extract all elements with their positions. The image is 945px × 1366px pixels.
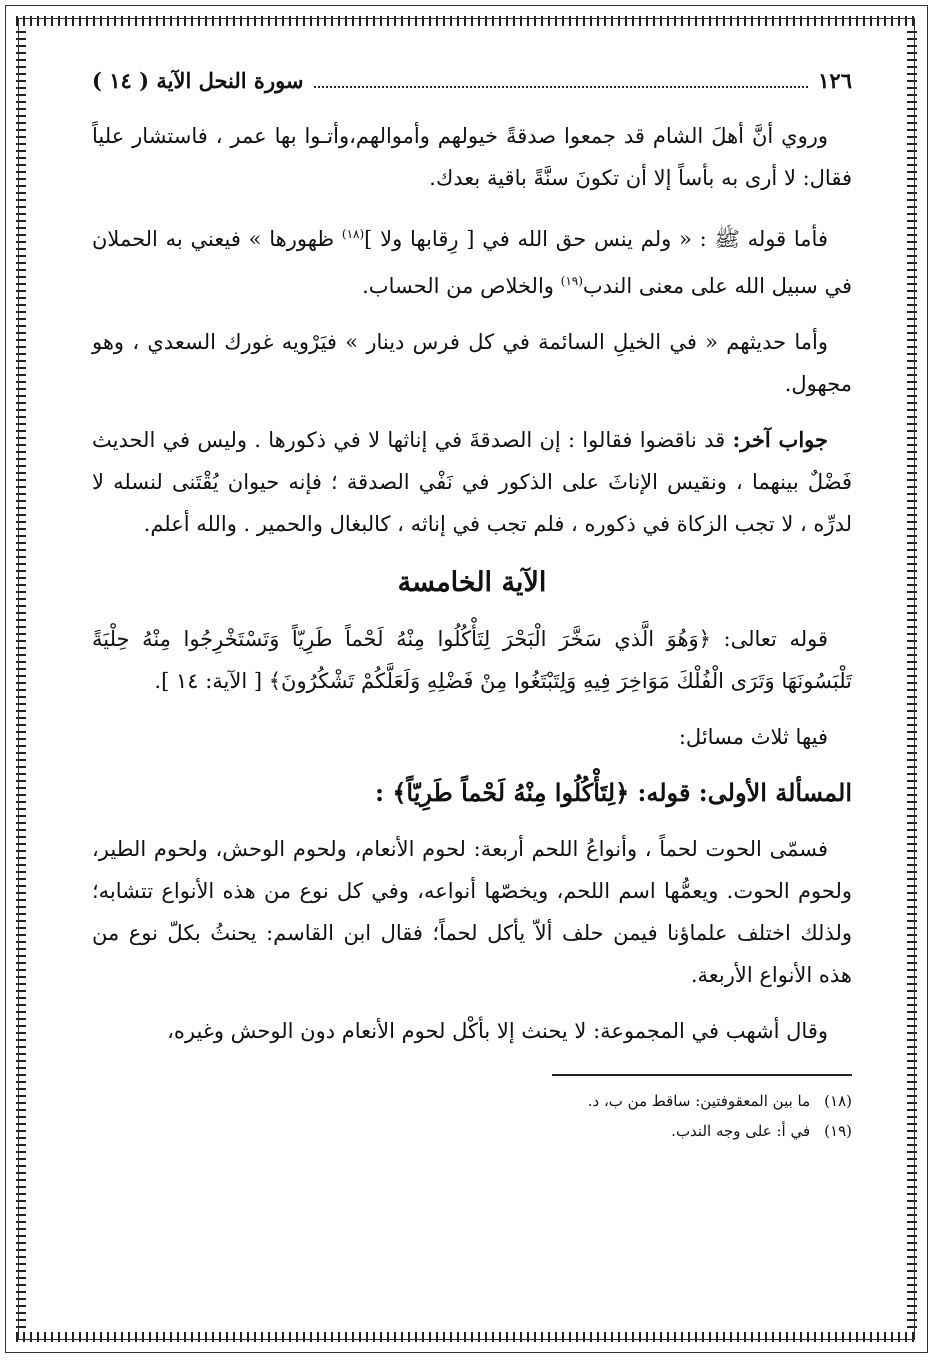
footnote-19: [92, 1116, 852, 1146]
intro-line: فيها ثلاث مسائل:: [678, 725, 828, 749]
paragraph-2: [92, 213, 852, 307]
footnote-number: (١٩): [824, 1122, 852, 1140]
footnote-text: ما بين المعقوفتين: ساقط من ب، د.: [587, 1092, 811, 1110]
header-dot-leader: [314, 85, 809, 88]
body-paragraph-1: فسمّى الحوت لحماً ، وأنواعُ اللحم أربعة: لحوم الأنعام، ولحوم الوحش، ولحوم الطير، ولحوم الحوت. ويعمُّها اسم اللحم، ويخصّها أنواعه، وفي كل نوع من هذه الأنواع تتشابه؛ ولذلك اختلف علماؤنا فيمن حلف ألاّ يأكل لحماً؛ فقال ابن القاسم: يحنثُ بكلّ نوع من هذه الأنواع الأربعة.: [92, 837, 852, 987]
answer-lead: جواب آخر:: [732, 427, 828, 452]
footnote-divider: [552, 1074, 852, 1076]
page-number: ١٢٦: [818, 68, 852, 93]
paragraph-1: وروي أنَّ أهلَ الشام قد جمعوا صدقةً خيولهم وأموالهم،وأتـوا بها عمر ، فاستشار علياً فقال: لا أرى به بأساً إلا أن تكونَ سنَّةً باقية بعدك.: [92, 124, 852, 190]
paragraph-4-text: قد ناقضوا فقالوا : إن الصدقةَ في إناثها لا في ذكورها . وليس في الحديث فَضْلٌ بينهما ، ونقيس الإناثَ على الذكور في نَفْي الصدقة ؛ فإنه حيوان يُقْتَنى لنسله لا لدرِّه ، لا تجب الزكاة في ذكوره ، فلم تجب في إناثه ، كالبغال والحمير . والله أعلم.: [92, 428, 852, 536]
section-title: الآية الخامسة: [397, 567, 547, 598]
paragraph-3: وأما حديثهم « في الخيلِ السائمة في كل فرس دينار » فيَرْويه غورك السعدي ، وهو مجهول.: [92, 330, 852, 396]
running-header: [92, 68, 852, 93]
footnote-ref-19: (١٩): [560, 274, 583, 288]
footnote-ref-18: (١٨): [341, 227, 365, 241]
paragraph-2-middle: ظهورها » فيعني به الحملان في سبيل الله على معنى الندب: [92, 227, 852, 298]
footnote-18: [92, 1086, 852, 1116]
footnote-text: في أ: على وجه الندب.: [671, 1122, 811, 1140]
verse-paragraph: قوله تعالى: ﴿وَهُوَ الَّذي سَخَّرَ الْبَحْرَ لِتَأْكُلُوا مِنْهُ لَحْماً طَرِيّاً وَتَسْتَخْرِجُوا مِنْهُ حِلْيَةً تَلْبَسُونَهَا وَتَرَى الْفُلْكَ مَوَاخِرَ فِيهِ وَلِتَبْتَغُوا مِنْ فَضْلِهِ وَلَعَلَّكُمْ تَشْكُرُونَ﴾ [ الآية: ١٤ ].: [92, 627, 852, 693]
body-paragraph-2: وقال أشهب في المجموعة: لا يحنث إلا بأكْل لحوم الأنعام دون الوحش وغيره،: [167, 1019, 828, 1043]
paragraph-2-end: والخلاص من الحساب.: [362, 274, 554, 298]
paragraph-2-start: فأما قوله ﷺ : « ولم ينس حق الله في [ رِقابها ولا ]: [364, 227, 828, 251]
running-title: سورة النحل الآية ( ١٤ ): [92, 68, 304, 93]
paragraph-4: [92, 419, 852, 545]
footnote-number: (١٨): [824, 1092, 852, 1110]
masala-heading: المسألة الأولى: قوله: ﴿لِتَأْكُلُوا مِنْهُ لَحْماً طَرِيّاً﴾ :: [375, 778, 852, 807]
page-content: [92, 68, 852, 1146]
